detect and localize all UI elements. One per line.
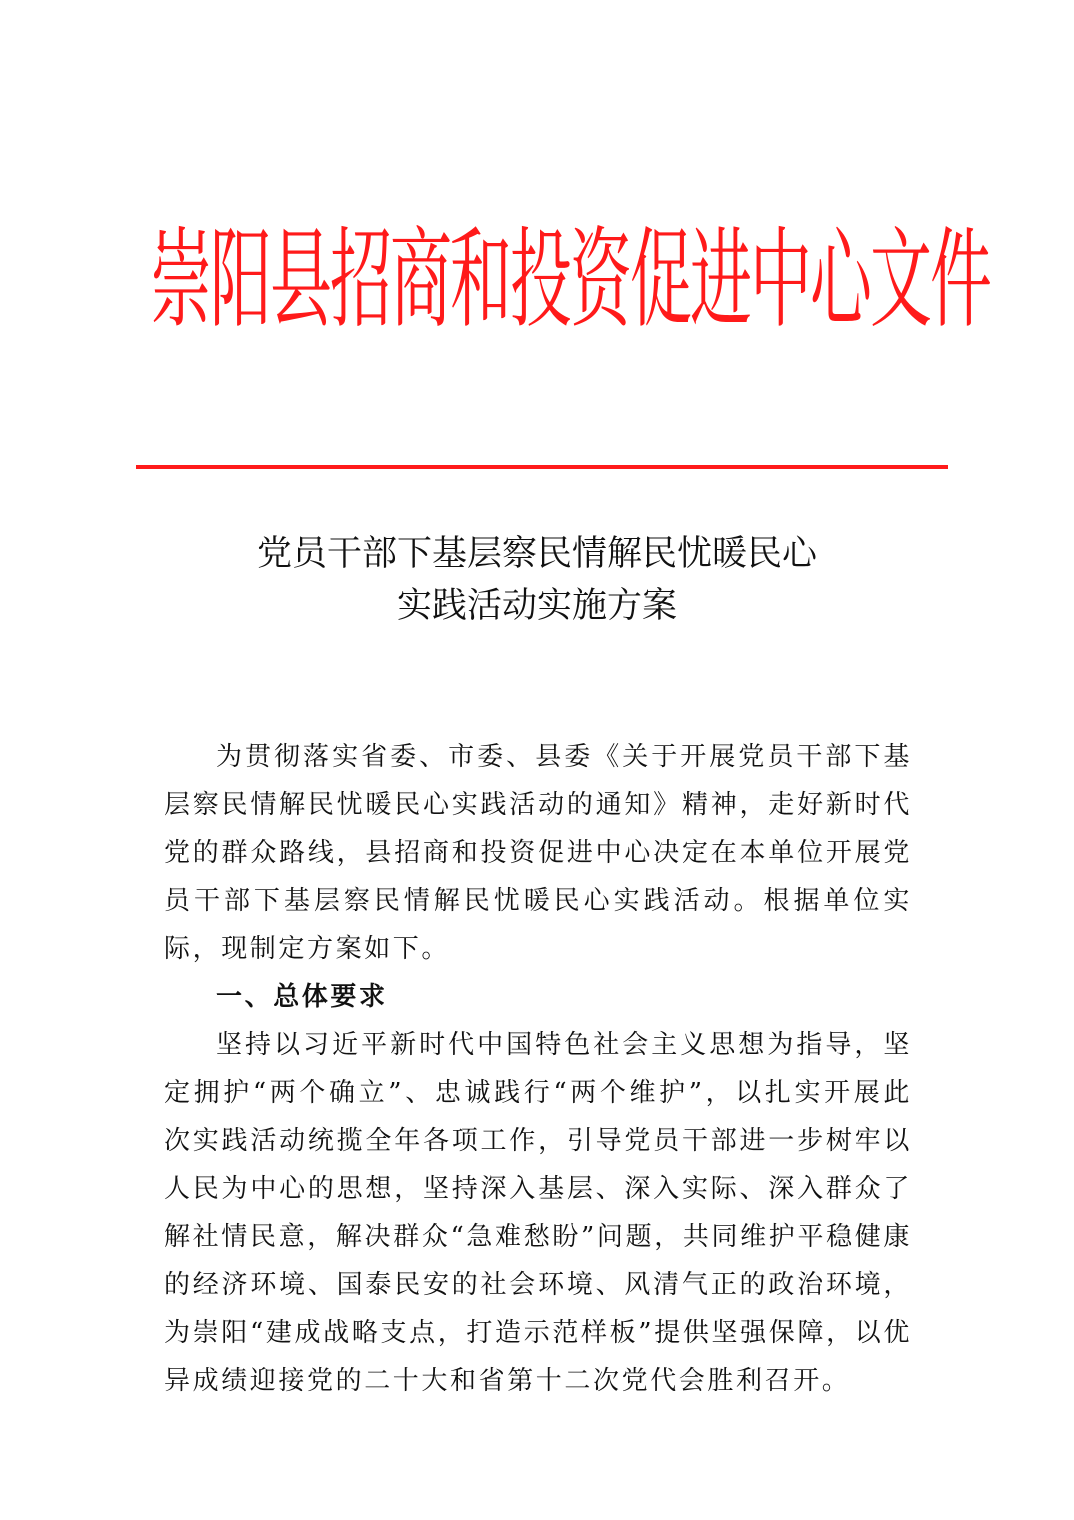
document-body [164,733,912,1405]
document-title [120,528,954,632]
intro-paragraph: 为贯彻落实省委、市委、县委《关于开展党员干部下基层察民情解民忧暖民心实践活动的通知》精神，走好新时代党的群众路线，县招商和投资促进中心决定在本单位开展党员干部下基层察民情解民忧暖民心实践活动。根据单位实际，现制定方案如下。 [164,742,912,964]
red-divider-rule [136,465,948,469]
issuer-masthead: 崇阳县招商和投资促进中心文件 [150,215,991,343]
document-title-line-2: 实践活动实施方案 [396,586,677,626]
document-title-line-1: 党员干部下基层察民情解民忧暖民心 [256,534,817,574]
section-1-heading: 一、总体要求 [216,982,388,1012]
section-1-paragraph: 坚持以习近平新时代中国特色社会主义思想为指导，坚定拥护“两个确立”、忠诚践行“两个维护”，以扎实开展此次实践活动统揽全年各项工作，引导党员干部进一步树牢以人民为中心的思想，坚持深入基层、深入实际、深入群众了解社情民意，解决群众“急难愁盼”问题，共同维护平稳健康的经济环境、国泰民安的社会环境、风清气正的政治环境，为崇阳“建成战略支点，打造示范样板”提供坚强保障，以优异成绩迎接党的二十大和省第十二次党代会胜利召开。 [164,1030,912,1396]
